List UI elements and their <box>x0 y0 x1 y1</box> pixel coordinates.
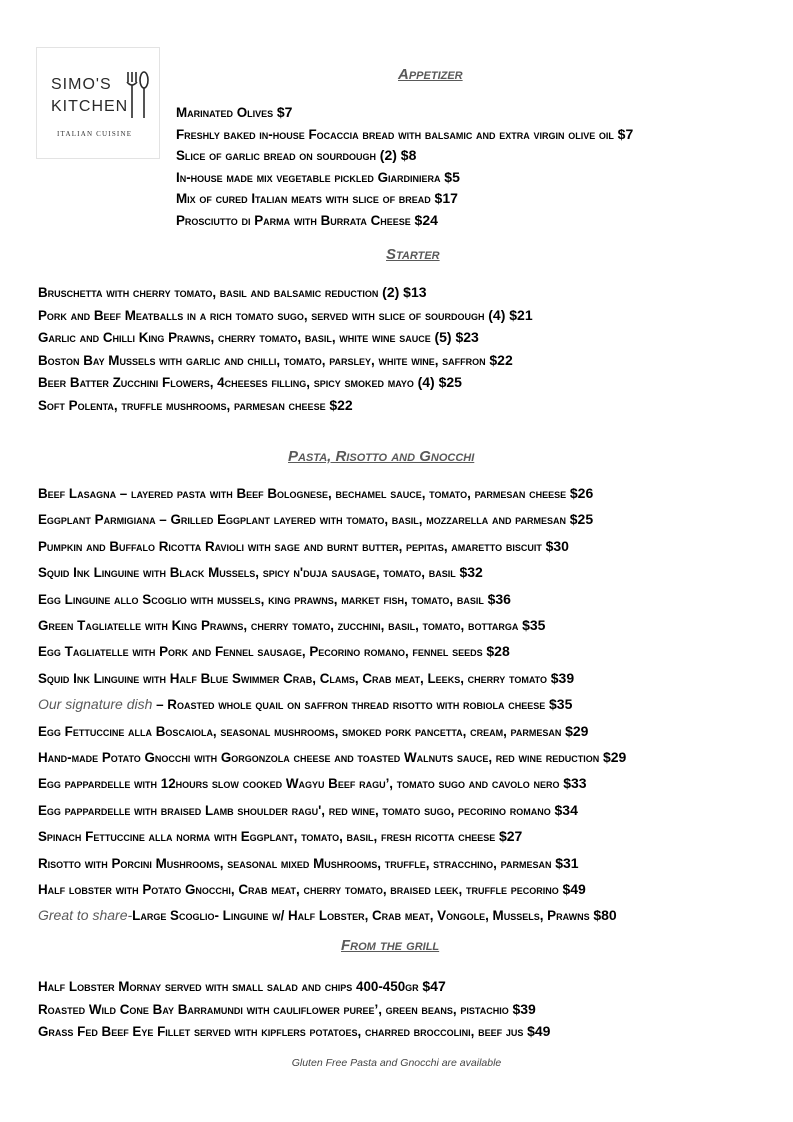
menu-item <box>176 168 460 187</box>
menu-item-price: $28 <box>486 643 510 660</box>
menu-item-name: Egg Fettuccine alla Boscaiola, seasonal mushrooms, smoked pork pancetta, cream, parmesan <box>38 723 562 739</box>
menu-item-name: Beef Lasagna – layered pasta with Beef Bolognese, bechamel sauce, tomato, parmesan cheese <box>38 486 567 501</box>
menu-item-price: $27 <box>498 828 523 845</box>
menu-item <box>38 642 510 661</box>
menu-item <box>38 774 587 793</box>
menu-item-name: Large Scoglio- Linguine w/ Half Lobster, Crab meat, Vongole, Mussels, Prawns <box>132 908 590 924</box>
menu-item-name: – Roasted whole quail on saffron thread risotto with robiola cheese <box>152 697 546 713</box>
menu-item-price: $30 <box>545 537 569 554</box>
menu-item-name: Roasted Wild Cone Bay Barramundi with cauliflower puree’, green beans, pistachio <box>38 1001 509 1017</box>
menu-item-name: Egg pappardelle with 12hours slow cooked Wagyu Beef ragu’, tomato sugo and cavolo nero <box>38 776 560 792</box>
menu-item-price: $49 <box>562 881 586 897</box>
menu-item <box>38 748 626 767</box>
menu-item-lead: Our signature dish <box>38 696 153 713</box>
menu-item-price: (2) $13 <box>382 284 427 300</box>
menu-item-price: $5 <box>444 168 460 185</box>
menu-item-price: (2) $8 <box>379 147 417 163</box>
menu-item <box>38 880 586 899</box>
menu-item-name: Squid Ink Linguine with Black Mussels, spicy n'duja sausage, tomato, basil <box>38 565 456 581</box>
menu-item-price: $7 <box>617 125 634 142</box>
menu-item-price: $24 <box>414 211 438 228</box>
menu-item <box>38 283 427 302</box>
restaurant-logo <box>36 47 160 159</box>
grill-heading: From the grill <box>341 937 440 954</box>
pasta-heading: Pasta, Risotto and Gnocchi <box>288 448 475 465</box>
gluten-free-note: Gluten Free Pasta and Gnocchi are available <box>291 1057 502 1069</box>
menu-item <box>38 373 462 392</box>
menu-item-name: Pork and Beef Meatballs in a rich tomato sugo, served with slice of sourdough <box>38 307 485 323</box>
logo-line-1: SIMO'S <box>51 76 112 93</box>
menu-item <box>38 306 533 325</box>
menu-item <box>38 328 479 347</box>
menu-item-name: Freshly baked in-house Focaccia bread with balsamic and extra virgin olive oil <box>176 126 614 142</box>
menu-item-name: Prosciutto di Parma with Burrata Cheese <box>176 212 411 228</box>
menu-item <box>38 1000 536 1019</box>
menu-item-name: Mix of cured Italian meats with slice of bread <box>176 191 431 206</box>
menu-item <box>176 103 292 122</box>
menu-item <box>38 396 353 415</box>
menu-item-name: Boston Bay Mussels with garlic and chilli, tomato, parsley, white wine, saffron <box>38 352 486 368</box>
menu-item-price: $39 <box>512 1000 536 1017</box>
menu-item <box>38 351 513 370</box>
menu-item-name: Egg Linguine allo Scoglio with mussels, king prawns, market fish, tomato, basil <box>38 591 484 607</box>
menu-item <box>38 669 574 688</box>
menu-item-price: $47 <box>422 978 446 994</box>
menu-item-price: $22 <box>489 351 513 368</box>
menu-item <box>176 211 438 230</box>
menu-item <box>176 125 633 144</box>
menu-item-price: $25 <box>569 511 594 528</box>
menu-item <box>176 146 416 165</box>
menu-item-price: $36 <box>487 590 511 607</box>
menu-item-price: $31 <box>555 854 579 871</box>
menu-item-price: $29 <box>565 722 589 739</box>
menu-item <box>38 695 572 714</box>
menu-item <box>38 484 593 503</box>
menu-item-name: Beer Batter Zucchini Flowers, 4cheeses filling, spicy smoked mayo <box>38 375 414 391</box>
menu-item-name: Egg Tagliatelle with Pork and Fennel sausage, Pecorino romano, fennel seeds <box>38 644 483 660</box>
menu-item-price: (5) $23 <box>434 329 479 346</box>
menu-item-price: (4) $21 <box>488 306 533 323</box>
menu-item-lead: Great to share- <box>38 907 133 924</box>
starter-heading: Starter <box>386 246 440 263</box>
logo-subtitle: ITALIAN CUISINE <box>57 130 133 138</box>
menu-item-name: Risotto with Porcini Mushrooms, seasonal mixed Mushrooms, truffle, stracchino, parmesan <box>38 855 552 871</box>
menu-item <box>38 563 483 582</box>
menu-item <box>38 827 522 846</box>
menu-item-price: (4) $25 <box>417 374 462 391</box>
menu-item <box>38 854 579 873</box>
menu-item <box>38 537 569 556</box>
menu-item-price: $29 <box>602 749 627 765</box>
menu-item-price: $26 <box>569 485 594 501</box>
menu-item <box>38 977 446 996</box>
menu-item-price: $49 <box>527 1023 551 1039</box>
menu-item-price: $39 <box>550 669 575 686</box>
menu-item-price: $80 <box>593 907 617 924</box>
menu-item-name: Soft Polenta, truffle mushrooms, parmesan cheese <box>38 398 326 413</box>
menu-item <box>38 510 593 529</box>
logo-line-2: KITCHEN <box>51 98 129 115</box>
fork-spoon-icon <box>124 70 150 120</box>
menu-item-price: $34 <box>554 801 578 818</box>
menu-item <box>38 1022 550 1041</box>
menu-item-price: $35 <box>522 617 546 633</box>
menu-item <box>38 801 578 820</box>
menu-item-price: $17 <box>434 190 458 206</box>
menu-item-name: Slice of garlic bread on sourdough <box>176 148 377 163</box>
menu-item-name: Squid Ink Linguine with Half Blue Swimmer Crab, Clams, Crab meat, Leeks, cherry tomato <box>38 670 548 686</box>
menu-item <box>38 722 588 741</box>
menu-item-price: $7 <box>276 104 293 120</box>
menu-item <box>38 590 511 609</box>
menu-item-price: $32 <box>459 564 483 581</box>
menu-item <box>38 616 545 635</box>
menu-item-name: Spinach Fettuccine alla norma with Eggplant, tomato, basil, fresh ricotta cheese <box>38 829 496 845</box>
menu-item-price: $22 <box>329 397 353 413</box>
menu-item-name: Hand-made Potato Gnocchi with Gorgonzola cheese and toasted Walnuts sauce, red wine reduction <box>38 750 600 765</box>
menu-item-name: Half lobster with Potato Gnocchi, Crab meat, cherry tomato, braised leek, truffle pecorino <box>38 882 559 897</box>
menu-item-name: Bruschetta with cherry tomato, basil and balsamic reduction <box>38 285 379 300</box>
appetizer-heading: Appetizer <box>398 66 463 83</box>
menu-item-name: Half Lobster Mornay served with small salad and chips 400-450gr <box>38 979 419 994</box>
menu-item-name: Egg pappardelle with braised Lamb shoulder ragu', red wine, tomato sugo, pecorino romano <box>38 802 551 818</box>
menu-item <box>176 189 458 208</box>
menu-item-name: Garlic and Chilli King Prawns, cherry tomato, basil, white wine sauce <box>38 330 431 346</box>
menu-item-name: Eggplant Parmigiana – Grilled Eggplant layered with tomato, basil, mozzarella and parmesan <box>38 512 567 528</box>
menu-item-name: Green Tagliatelle with King Prawns, cherry tomato, zucchini, basil, tomato, bottarga <box>38 618 519 633</box>
menu-item-name: In-house made mix vegetable pickled Giardiniera <box>176 169 441 185</box>
menu-item-name: Pumpkin and Buffalo Ricotta Ravioli with sage and burnt butter, pepitas, amaretto biscuit <box>38 538 542 554</box>
menu-item-price: $35 <box>549 696 573 713</box>
menu-item <box>38 906 617 925</box>
menu-item-price: $33 <box>563 775 587 792</box>
menu-item-name: Grass Fed Beef Eye Fillet served with kipflers potatoes, charred broccolini, beef jus <box>38 1024 524 1039</box>
menu-item-name: Marinated Olives <box>176 105 274 120</box>
